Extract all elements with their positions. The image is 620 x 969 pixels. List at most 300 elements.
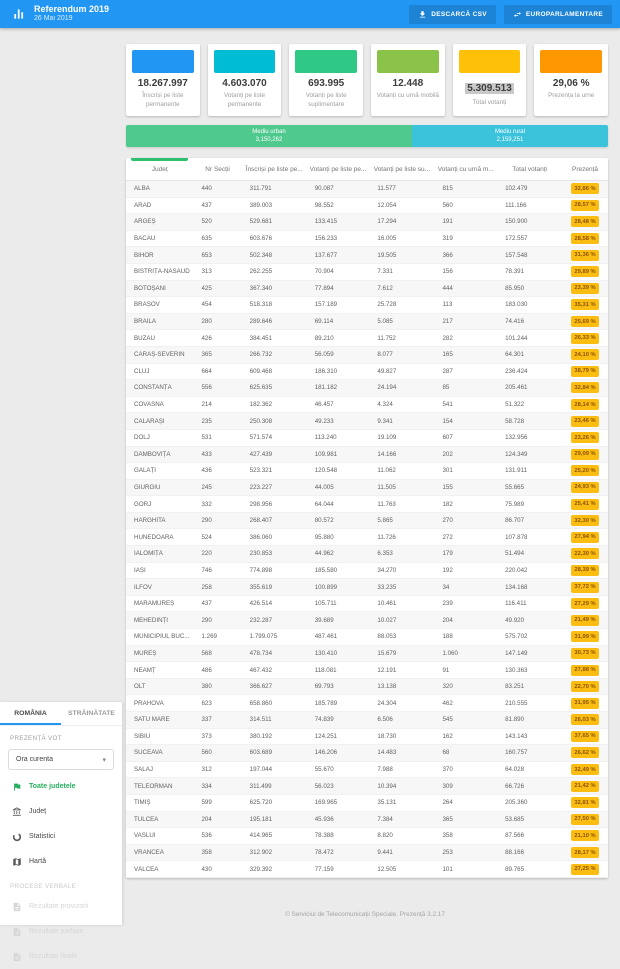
cell-judet: OLT [134, 683, 146, 691]
prezenta-badge: 22,30 % [571, 548, 599, 559]
cell-value: 172.557 [505, 235, 528, 243]
cell-judet: VASLUI [134, 832, 156, 840]
table-row[interactable] [126, 762, 608, 779]
card-label: Total votanți [472, 99, 507, 106]
card-value: 18.267.997 [137, 78, 188, 89]
europarlamentare-button[interactable] [504, 5, 612, 24]
cell-prezenta [562, 548, 608, 559]
cell-value: 154 [442, 417, 453, 425]
prezenta-badge: 37,72 % [571, 582, 599, 593]
table-row[interactable] [126, 480, 608, 497]
cell-value: 625.720 [249, 799, 273, 807]
cell-judet: IALOMIȚA [134, 550, 163, 558]
time-select[interactable] [8, 749, 114, 770]
cell-value: 49.827 [377, 367, 397, 375]
cell-value: 282 [442, 334, 453, 342]
table-body [126, 181, 608, 878]
table-row[interactable] [126, 397, 608, 414]
cell-judet: GALAȚI [134, 467, 157, 475]
cell-value: 11.763 [377, 500, 396, 508]
cell-value: 290 [201, 616, 212, 624]
table-row[interactable] [126, 795, 608, 812]
cell-value: 311.499 [249, 782, 272, 790]
column-header-nr-sectii[interactable]: Nr Secții [205, 165, 230, 173]
cell-value: 46.457 [314, 401, 334, 409]
cell-value: 78.472 [314, 849, 334, 857]
table-row[interactable] [126, 214, 608, 231]
cell-judet: BUZĂU [134, 334, 155, 342]
cell-value: 319 [442, 235, 453, 243]
cell-value: 531 [201, 434, 212, 442]
cell-value: 380.192 [249, 732, 273, 740]
cell-value: 147.149 [505, 649, 528, 657]
column-header-votanti-permanente[interactable]: Votanți pe liste pe... [309, 165, 367, 173]
table-row[interactable] [126, 496, 608, 513]
cell-value: 239 [442, 600, 453, 608]
cell-value: 529.681 [249, 218, 273, 226]
cell-value: 436 [201, 467, 212, 475]
cell-value: 58.728 [505, 417, 525, 425]
cell-value: 536 [201, 832, 212, 840]
cell-value: 202 [442, 450, 453, 458]
card-color-bar [132, 50, 194, 73]
cell-value: 217 [442, 318, 453, 326]
cell-value: 384.451 [249, 334, 273, 342]
prezenta-badge: 37,65 % [571, 731, 599, 742]
cell-judet: CĂLĂRAȘI [134, 417, 165, 425]
table-row[interactable] [126, 314, 608, 331]
table-row[interactable] [126, 812, 608, 829]
cell-value: 98.552 [314, 201, 334, 209]
cell-value: 146.206 [314, 749, 338, 757]
cell-value: 571.574 [249, 434, 273, 442]
cell-prezenta [562, 665, 608, 676]
table-row[interactable] [126, 712, 608, 729]
prezenta-badge: 28,14 % [571, 399, 599, 410]
table-row[interactable] [126, 546, 608, 563]
cell-value: 102.479 [505, 185, 528, 193]
cell-value: 25.728 [377, 301, 397, 309]
cell-value: 12.505 [377, 865, 397, 873]
cell-value: 55.670 [314, 766, 334, 774]
table-row[interactable] [126, 198, 608, 215]
cell-value: 426 [201, 334, 212, 342]
prezenta-badge: 28,57 % [571, 200, 599, 211]
cell-value: 599 [201, 799, 212, 807]
cell-value: 111.166 [505, 201, 527, 209]
cell-value: 560 [442, 201, 453, 209]
table-row[interactable] [126, 447, 608, 464]
cell-value: 289.646 [249, 318, 273, 326]
cell-value: 70.904 [314, 268, 334, 276]
card-total-votanti [453, 44, 527, 116]
cell-value: 210.555 [505, 699, 528, 707]
table-row[interactable] [126, 629, 608, 646]
cell-value: 13.138 [377, 683, 397, 691]
cell-value: 68 [442, 749, 450, 757]
table-row[interactable] [126, 330, 608, 347]
table-row[interactable] [126, 845, 608, 862]
cell-value: 16.005 [377, 235, 397, 243]
sidebar-item-statistici[interactable] [0, 824, 122, 849]
cell-prezenta [562, 582, 608, 593]
cell-judet: MARAMUREȘ [134, 600, 175, 608]
cell-value: 746 [201, 566, 212, 574]
table-row[interactable] [126, 729, 608, 746]
cell-value: 312.902 [249, 849, 273, 857]
cell-value: 236.424 [505, 367, 528, 375]
cell-value: 83.251 [505, 683, 525, 691]
cell-value: 320 [442, 683, 453, 691]
mediu-rural-value: 2,159,251 [496, 137, 524, 143]
column-header-prezenta[interactable]: Prezență [572, 165, 599, 173]
sidebar-item-rezultate-finale [0, 944, 122, 969]
cell-judet: MUNICIPIUL BUC... [134, 633, 190, 641]
table-row[interactable] [126, 662, 608, 679]
cell-prezenta [562, 764, 608, 775]
prezenta-badge: 25,69 % [571, 316, 599, 327]
cell-value: 425 [201, 284, 212, 292]
page-title: Referendum 2019 [34, 4, 110, 15]
cell-value: 272 [442, 533, 453, 541]
cell-value: 89.210 [314, 334, 334, 342]
cell-value: 87.566 [505, 832, 525, 840]
cell-prezenta [562, 233, 608, 244]
table-row[interactable] [126, 413, 608, 430]
prezenta-badge: 28,48 % [571, 216, 599, 227]
cell-judet: MUREȘ [134, 649, 157, 657]
bar-chart-icon [12, 7, 26, 21]
cell-value: 607 [442, 434, 453, 442]
cell-value: 39.689 [314, 616, 334, 624]
cell-judet: ALBA [134, 185, 150, 193]
cell-value: 437 [201, 600, 212, 608]
prezenta-badge: 23,46 % [571, 416, 599, 427]
prezenta-badge: 27,25 % [571, 864, 599, 875]
cell-value: 51.322 [505, 401, 525, 409]
time-select-value: Ora curenta [16, 756, 53, 763]
column-header-inscrisi[interactable]: Înscriși pe liste pe... [245, 165, 303, 173]
cell-prezenta [562, 797, 608, 808]
cell-value: 520 [201, 218, 212, 226]
cell-value: 162 [442, 732, 453, 740]
cell-value: 11.577 [377, 185, 396, 193]
cell-judet: BRĂILA [134, 318, 157, 326]
cell-prezenta [562, 598, 608, 609]
cell-value: 64.301 [505, 351, 525, 359]
card-label: Prezența la urne [548, 92, 595, 99]
sidebar-item-rezultate-partiale [0, 919, 122, 944]
table-row[interactable] [126, 264, 608, 281]
cell-value: 157.548 [505, 251, 528, 259]
cell-value: 250.308 [249, 417, 273, 425]
cell-value: 568 [201, 649, 212, 657]
cell-value: 109.981 [314, 450, 338, 458]
table-row[interactable] [126, 529, 608, 546]
cell-prezenta [562, 648, 608, 659]
cell-value: 10.027 [377, 616, 397, 624]
card-color-bar [540, 50, 602, 73]
table-row[interactable] [126, 679, 608, 696]
swap-horizontal-icon [513, 10, 522, 19]
cell-value: 49.233 [314, 417, 334, 425]
cell-value: 230.853 [249, 550, 273, 558]
cell-prezenta [562, 864, 608, 875]
cell-prezenta [562, 382, 608, 393]
prezenta-badge: 26,03 % [571, 714, 599, 725]
prezenta-badge: 21,42 % [571, 781, 599, 792]
prezenta-badge: 24,10 % [571, 349, 599, 360]
sidebar-item-label: Toate judetele [29, 783, 76, 790]
cell-value: 33.235 [377, 583, 397, 591]
table-row[interactable] [126, 247, 608, 264]
cell-value: 502.348 [249, 251, 273, 259]
section-label-procese-verbale: PROCESE VERBALE [10, 883, 77, 890]
table-row[interactable] [126, 861, 608, 878]
cell-prezenta [562, 349, 608, 360]
cell-value: 358 [201, 849, 212, 857]
table-row[interactable] [126, 695, 608, 712]
cell-value: 181.182 [314, 384, 338, 392]
table-row[interactable] [126, 297, 608, 314]
cell-value: 301 [442, 467, 453, 475]
cell-value: 131.911 [505, 467, 527, 475]
cell-prezenta [562, 615, 608, 626]
cell-value: 309 [442, 782, 453, 790]
table-row[interactable] [126, 778, 608, 795]
cell-prezenta [562, 781, 608, 792]
table-row[interactable] [126, 231, 608, 248]
cell-prezenta [562, 283, 608, 294]
card-urna-mobila [371, 44, 445, 116]
cell-value: 195.181 [249, 815, 273, 823]
cell-judet: ARGEȘ [134, 218, 156, 226]
cell-value: 7.988 [377, 766, 393, 774]
table-row[interactable] [126, 579, 608, 596]
prezenta-badge: 35,31 % [571, 299, 599, 310]
cell-value: 130.410 [314, 649, 338, 657]
table-row[interactable] [126, 828, 608, 845]
cell-value: 143.143 [505, 732, 528, 740]
prezenta-badge: 22,70 % [571, 681, 599, 692]
table-row[interactable] [126, 380, 608, 397]
cell-value: 44.005 [314, 483, 334, 491]
cell-value: 7.612 [377, 284, 393, 292]
cell-value: 386.060 [249, 533, 273, 541]
cell-prezenta [562, 366, 608, 377]
cell-value: 120.548 [314, 467, 338, 475]
cell-value: 366.627 [249, 683, 273, 691]
cell-judet: TELEORMAN [134, 782, 173, 790]
cell-value: 88.166 [505, 849, 525, 857]
prezenta-badge: 27,94 % [571, 532, 599, 543]
cell-prezenta [562, 432, 608, 443]
cell-value: 11.726 [377, 533, 396, 541]
prezenta-badge: 23,39 % [571, 283, 599, 294]
sidebar-item-harta[interactable] [0, 849, 122, 874]
card-color-bar [214, 50, 276, 73]
card-value: 693.995 [308, 78, 345, 89]
cell-value: 179 [442, 550, 453, 558]
cell-value: 298.956 [249, 500, 273, 508]
cell-value: 603.689 [249, 749, 273, 757]
footer-text: © Serviciul de Telecomunicații Speciale. Prezență 3.2.17 [285, 911, 445, 918]
cell-value: 124.349 [505, 450, 528, 458]
card-value: 4.603.070 [222, 78, 267, 89]
cell-judet: CARAȘ-SEVERIN [134, 351, 185, 359]
column-header-votanti-suplimentare[interactable]: Votanți pe liste su... [373, 165, 431, 173]
prezenta-badge: 23,26 % [571, 432, 599, 443]
table-row[interactable] [126, 347, 608, 364]
column-header-total-votanti[interactable]: Total votanți [512, 165, 547, 173]
cell-judet: VRANCEA [134, 849, 164, 857]
cell-judet: DÂMBOVIȚA [134, 450, 171, 458]
sidebar-item-toate-judetele[interactable] [0, 774, 122, 799]
tab-romania[interactable]: ROMÂNIA [0, 702, 61, 725]
cell-judet: SATU MARE [134, 716, 170, 724]
table-row[interactable] [126, 646, 608, 663]
cell-value: 75.989 [505, 500, 525, 508]
cell-value: 232.287 [249, 616, 273, 624]
cell-value: 116.411 [505, 600, 527, 608]
card-inscrisi-permanente [126, 44, 200, 116]
cell-value: 1.269 [201, 633, 217, 641]
table-row[interactable] [126, 463, 608, 480]
cell-value: 34.270 [377, 566, 397, 574]
cell-prezenta [562, 482, 608, 493]
card-label: Votanți cu urnă mobilă [376, 92, 439, 99]
cell-judet: BACĂU [134, 235, 156, 243]
table-row[interactable] [126, 281, 608, 298]
table-row[interactable] [126, 745, 608, 762]
cell-value: 14.166 [377, 450, 397, 458]
tab-strainatate[interactable]: STRĂINĂTATE [68, 710, 115, 717]
sidebar-item-judet[interactable] [0, 799, 122, 824]
cell-value: 44.962 [314, 550, 334, 558]
cell-value: 11.752 [377, 334, 396, 342]
cell-value: 220.042 [505, 566, 528, 574]
cell-prezenta [562, 631, 608, 642]
cell-value: 426.514 [249, 600, 273, 608]
cell-value: 414.965 [249, 832, 273, 840]
cell-value: 245 [201, 483, 212, 491]
cell-value: 437 [201, 201, 212, 209]
cell-value: 156.233 [314, 235, 338, 243]
table-row[interactable] [126, 513, 608, 530]
bank-icon [12, 807, 22, 817]
cell-value: 370 [442, 766, 453, 774]
mediu-urban-rural-bar [126, 125, 608, 147]
cell-value: 74.416 [505, 318, 525, 326]
download-csv-button[interactable] [409, 5, 496, 24]
table-row[interactable] [126, 563, 608, 580]
cell-prezenta [562, 499, 608, 510]
cell-value: 9.441 [377, 849, 393, 857]
cell-value: 69.114 [314, 318, 334, 326]
cell-value: 118.081 [314, 666, 337, 674]
cell-value: 18.730 [377, 732, 397, 740]
cell-value: 51.494 [505, 550, 525, 558]
cell-value: 664 [201, 367, 212, 375]
card-prezenta [534, 44, 608, 116]
card-color-bar [459, 50, 521, 73]
cell-prezenta [562, 250, 608, 261]
cell-value: 205.461 [505, 384, 528, 392]
europarlamentare-label: EUROPARLAMENTARE [525, 10, 603, 18]
cell-value: 80.572 [314, 517, 334, 525]
column-header-urna-mobila[interactable]: Votanți cu urnă m... [437, 165, 494, 173]
mediu-urban-label: Mediu urban [252, 128, 286, 135]
cell-judet: BIHOR [134, 251, 154, 259]
cell-judet: DOLJ [134, 434, 150, 442]
cell-value: 77.159 [314, 865, 334, 873]
cell-prezenta [562, 847, 608, 858]
cell-value: 220 [201, 550, 212, 558]
cell-judet: GIURGIU [134, 483, 161, 491]
cell-value: 197.044 [249, 766, 273, 774]
table-row[interactable] [126, 612, 608, 629]
sidebar-item-rezultate-provizorii [0, 894, 122, 919]
cell-value: 55.665 [505, 483, 525, 491]
card-label: Înscriși pe liste permanente [142, 92, 184, 108]
section-label-prezenta-vot: PREZENȚĂ VOT [10, 735, 62, 742]
prezenta-badge: 25,20 % [571, 465, 599, 476]
cell-value: 64.028 [505, 766, 525, 774]
cell-value: 440 [201, 185, 212, 193]
cell-value: 334 [201, 782, 212, 790]
column-header-judet[interactable]: Județ [126, 158, 193, 180]
mediu-rural-segment [412, 125, 608, 147]
cell-judet: MEHEDINȚI [134, 616, 169, 624]
table-row[interactable] [126, 181, 608, 198]
cell-value: 427.439 [249, 450, 273, 458]
sidebar-item-label: Statistici [29, 833, 56, 840]
cell-value: 185.580 [314, 566, 338, 574]
cell-prezenta [562, 731, 608, 742]
prezenta-badge: 27,88 % [571, 665, 599, 676]
cell-value: 49.920 [505, 616, 525, 624]
cell-value: 101 [442, 865, 453, 873]
table-row[interactable] [126, 430, 608, 447]
cell-prezenta [562, 465, 608, 476]
cell-value: 113 [442, 301, 453, 309]
cell-value: 45.936 [314, 815, 334, 823]
cell-prezenta [562, 216, 608, 227]
cell-value: 81.890 [505, 716, 525, 724]
cell-value: 365 [442, 815, 453, 823]
cell-value: 107.878 [505, 533, 528, 541]
cell-prezenta [562, 416, 608, 427]
cell-value: 91 [442, 666, 450, 674]
table-row[interactable] [126, 596, 608, 613]
cell-value: 12.191 [377, 666, 397, 674]
prezenta-badge: 21,49 % [571, 615, 599, 626]
cell-value: 358 [442, 832, 453, 840]
cell-prezenta [562, 515, 608, 526]
cell-value: 78.388 [314, 832, 334, 840]
cell-value: 270 [442, 517, 453, 525]
cell-value: 486 [201, 666, 212, 674]
cell-value: 658.860 [249, 699, 273, 707]
sidebar-item-label: Hartă [29, 858, 47, 865]
prezenta-badge: 28,17 % [571, 847, 599, 858]
table-row[interactable] [126, 364, 608, 381]
prezenta-badge: 28,39 % [571, 565, 599, 576]
cell-value: 85 [442, 384, 450, 392]
prezenta-badge: 31,36 % [571, 250, 599, 261]
cell-value: 150.900 [505, 218, 528, 226]
document-icon [12, 902, 22, 912]
